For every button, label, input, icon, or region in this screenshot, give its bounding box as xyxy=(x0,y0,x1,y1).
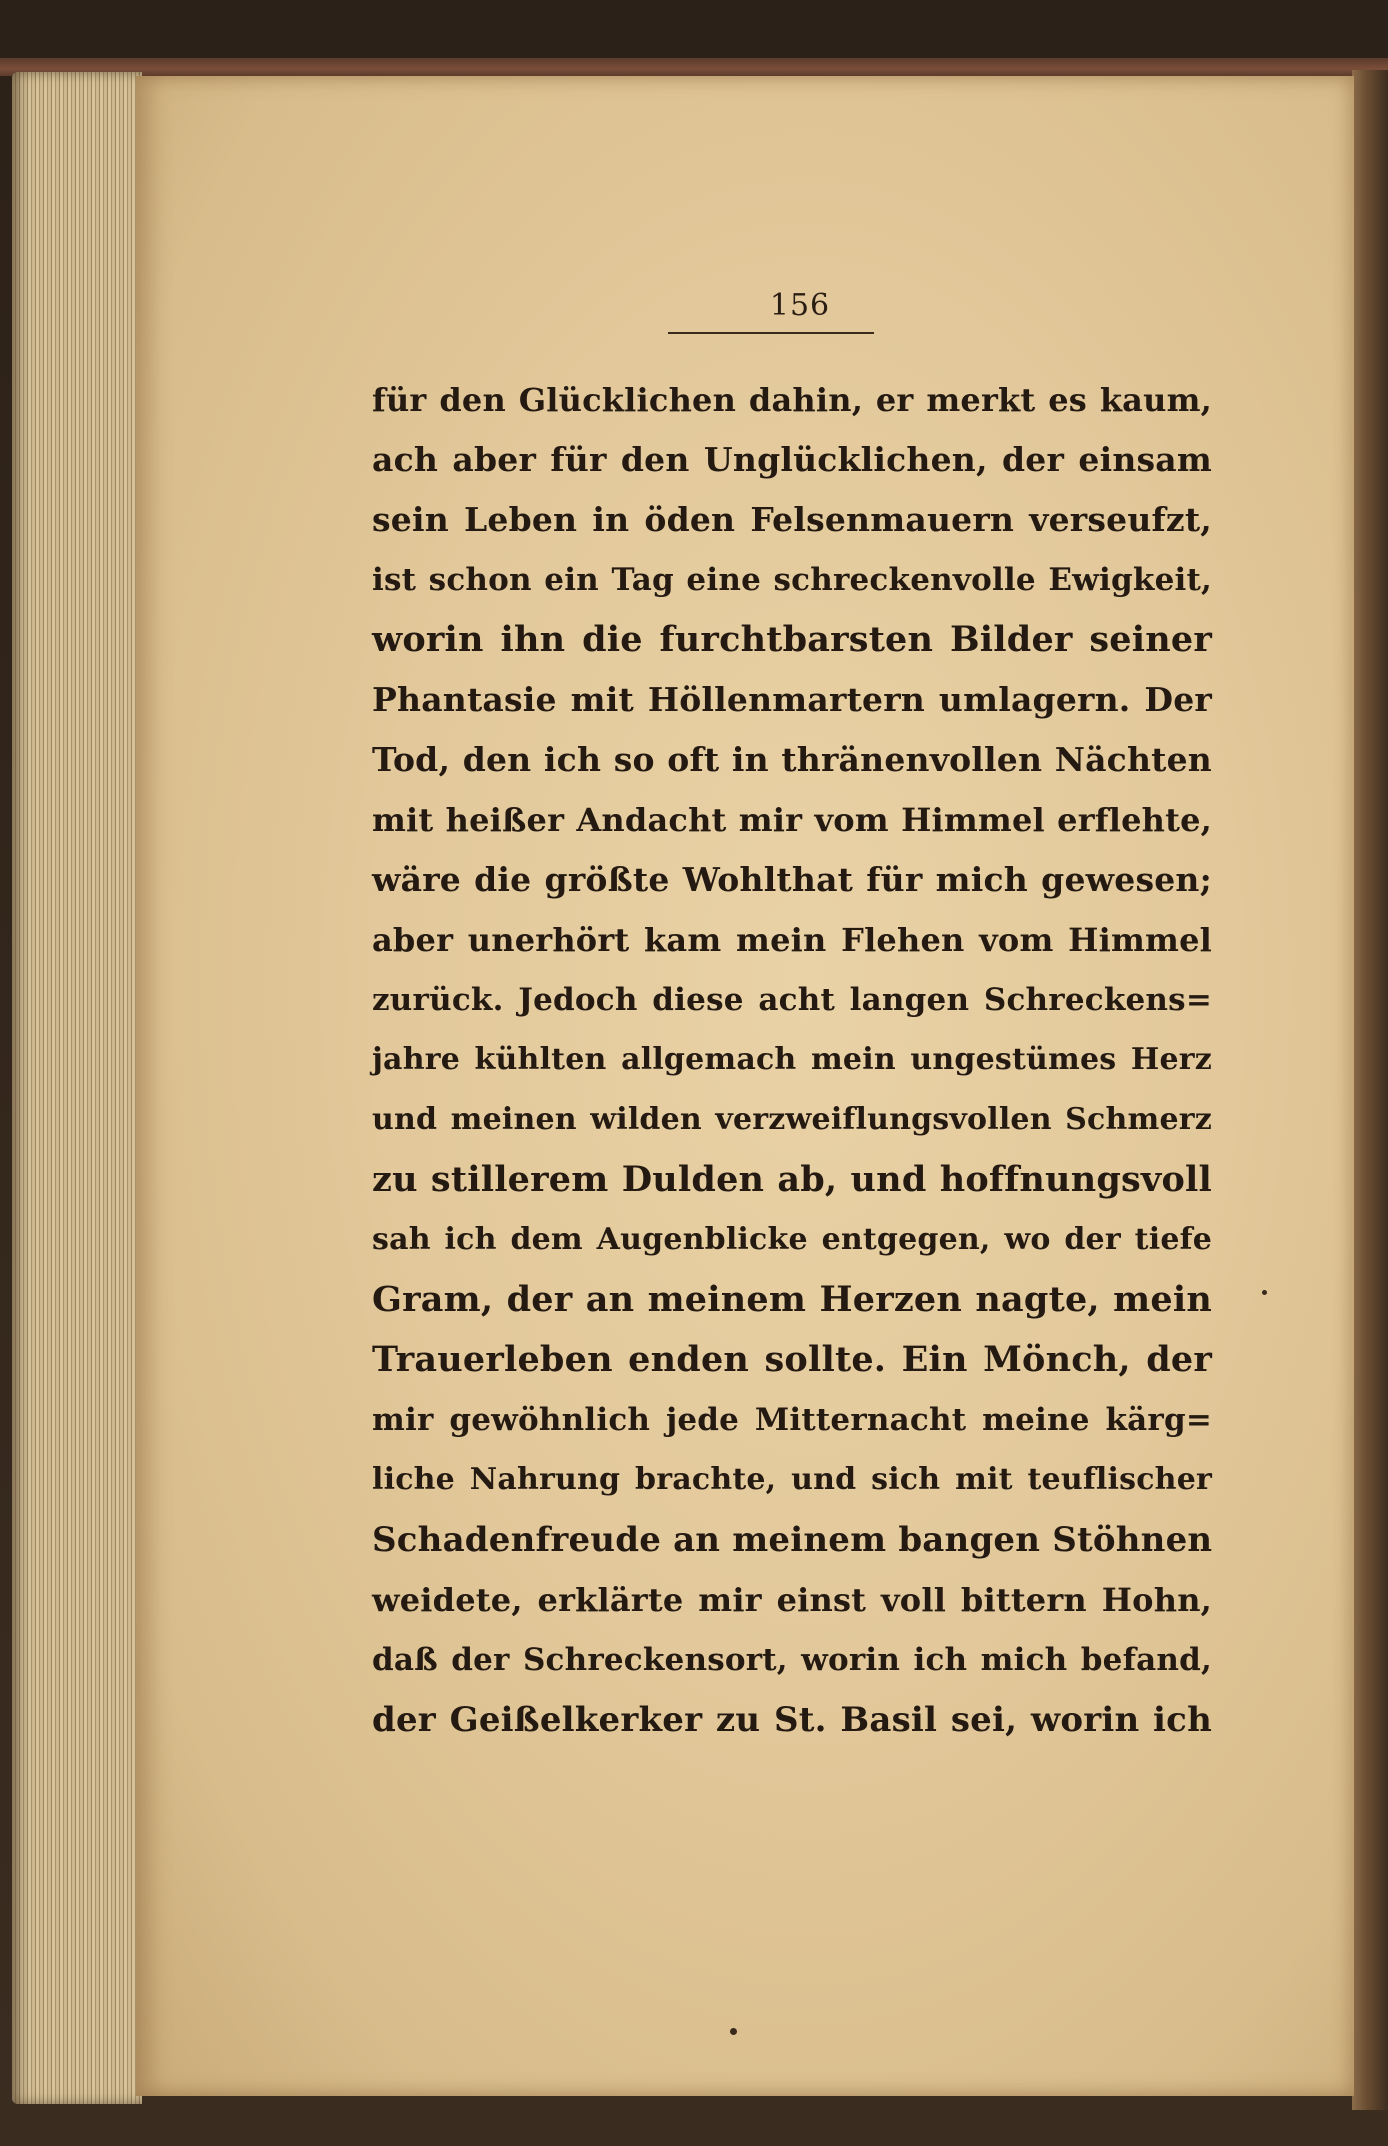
paper-speck xyxy=(1262,1290,1267,1295)
text-line: sah ich dem Augenblicke entgegen, wo der tiefe xyxy=(372,1222,1212,1257)
text-line: zurück. Jedoch diese acht langen Schreckens= xyxy=(372,982,1212,1018)
text-line: aber unerhört kam mein Flehen vom Himmel xyxy=(372,921,1212,959)
text-line: jahre kühlten allgemach mein ungestümes Herz xyxy=(372,1042,1212,1077)
text-line: worin ihn die furchtbarsten Bilder seiner xyxy=(372,619,1212,660)
header-rule xyxy=(668,332,874,334)
book-cover-right-edge xyxy=(1352,70,1388,2110)
body-text xyxy=(372,370,1212,1750)
paper-speck xyxy=(730,2028,737,2035)
page-edges-stack xyxy=(12,72,142,2104)
text-line: wäre die größte Wohlthat für mich gewesen; xyxy=(372,860,1212,899)
text-line: Trauerleben enden sollte. Ein Mönch, der xyxy=(372,1339,1212,1380)
text-line: daß der Schreckensort, worin ich mich befand, xyxy=(372,1642,1212,1678)
text-line: mit heißer Andacht mir vom Himmel erflehte, xyxy=(372,801,1212,839)
text-line: sein Leben in öden Felsenmauern verseufzt, xyxy=(372,500,1212,539)
text-line: für den Glücklichen dahin, er merkt es kaum, xyxy=(372,381,1212,419)
text-line: Gram, der an meinem Herzen nagte, mein xyxy=(372,1279,1212,1320)
text-line: liche Nahrung brachte, und sich mit teuflischer xyxy=(372,1462,1212,1497)
text-line: zu stillerem Dulden ab, und hoffnungsvoll xyxy=(372,1159,1212,1200)
book-cover-top-edge xyxy=(0,58,1388,76)
text-line: ist schon ein Tag eine schreckenvolle Ewigkeit, xyxy=(372,562,1212,598)
text-line: und meinen wilden verzweiflungsvollen Schmerz xyxy=(372,1102,1212,1137)
page-number: 156 xyxy=(769,288,831,323)
text-line: mir gewöhnlich jede Mitternacht meine kärg= xyxy=(372,1402,1212,1438)
text-line: Schadenfreude an meinem bangen Stöhnen xyxy=(372,1520,1213,1560)
text-line: Tod, den ich so oft in thränenvollen Nächten xyxy=(372,740,1212,779)
text-line: ach aber für den Unglücklichen, der einsam xyxy=(372,440,1212,479)
text-line: Phantasie mit Höllenmartern umlagern. Der xyxy=(372,680,1212,719)
text-line: weidete, erklärte mir einst voll bittern Hohn, xyxy=(372,1581,1212,1619)
text-line: der Geißelkerker zu St. Basil sei, worin ich xyxy=(372,1700,1212,1740)
